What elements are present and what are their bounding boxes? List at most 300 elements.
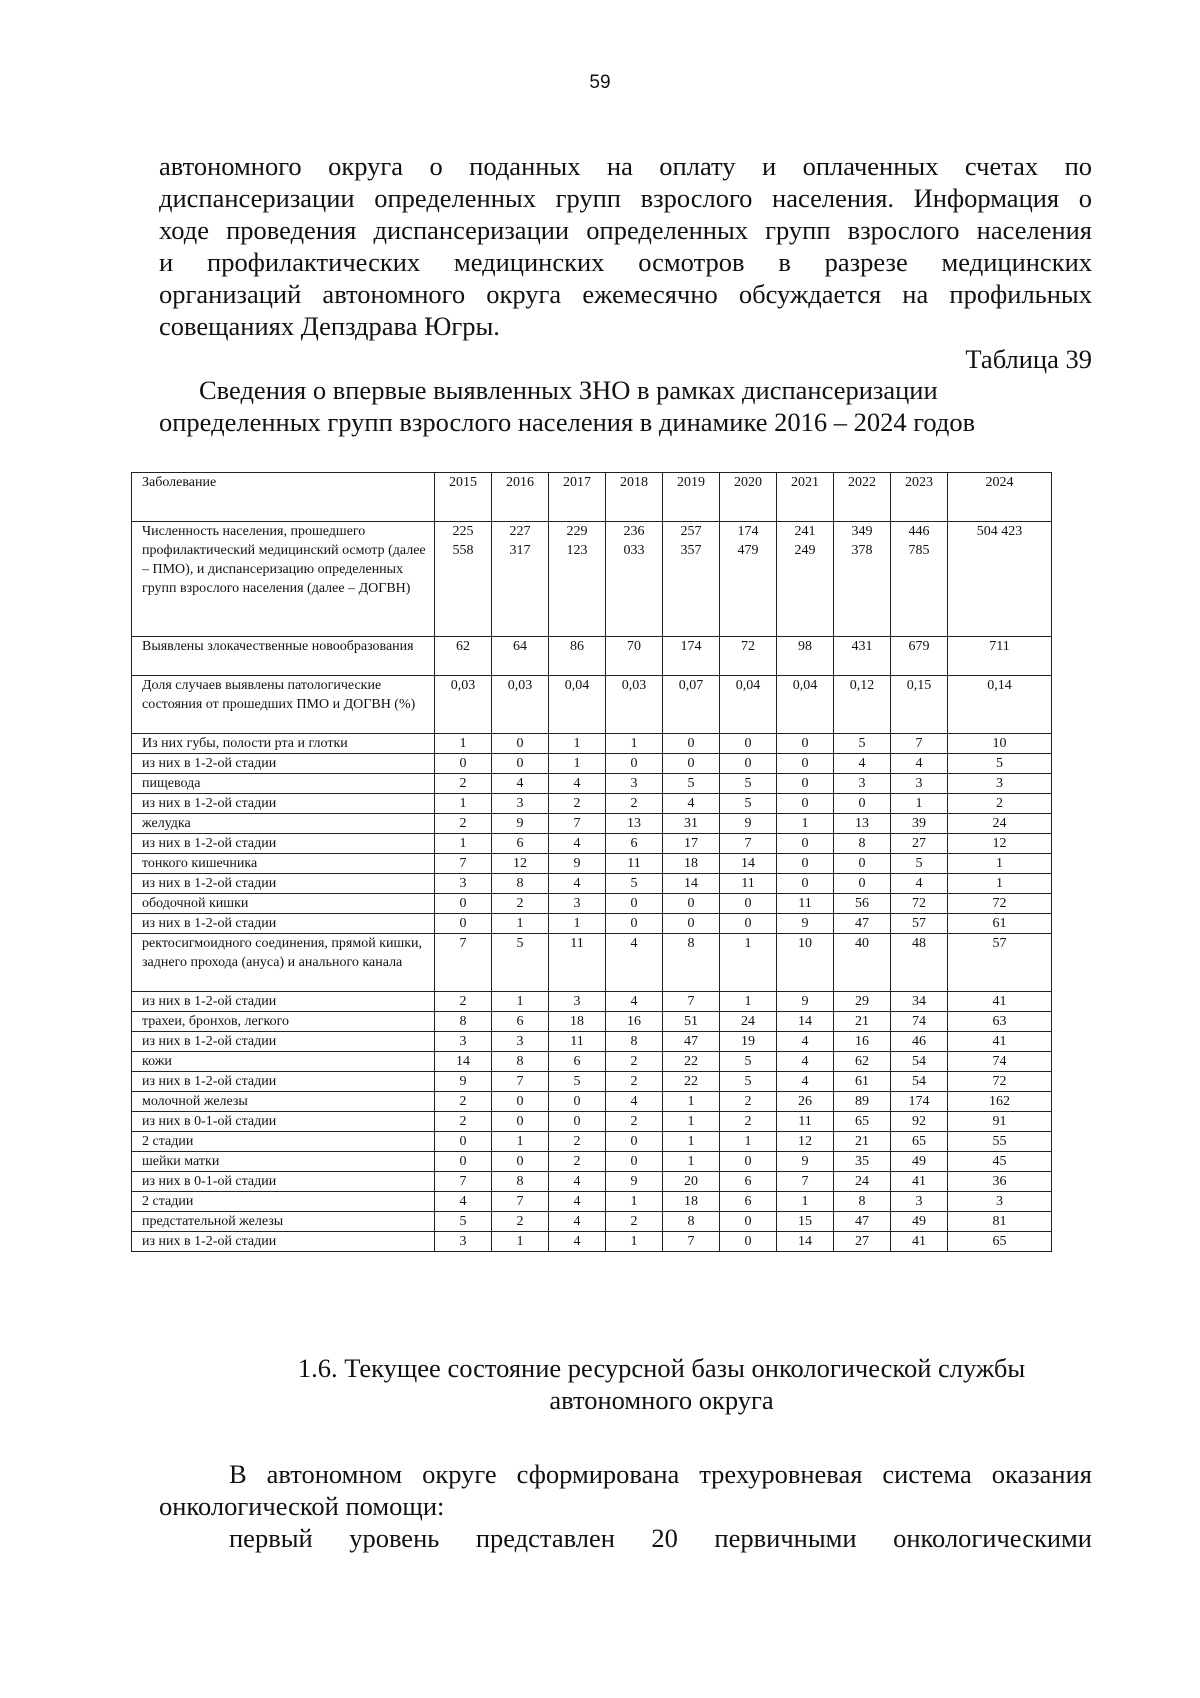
cell-value: 24 (720, 1012, 777, 1032)
cell-value: 2 (720, 1112, 777, 1132)
table-row (132, 834, 1052, 854)
cell-value: 89 (834, 1092, 891, 1112)
cell-value: 3 (435, 1232, 492, 1252)
table-row (132, 1052, 1052, 1072)
header-year: 2015 (435, 473, 492, 522)
cell-value: 0 (720, 734, 777, 754)
cell-value: 1 (948, 854, 1052, 874)
cell-value: 4 (834, 754, 891, 774)
cell-value: 7 (720, 834, 777, 854)
table-title-line: определенных групп взрослого населения в динамике 2016 – 2024 годов (159, 407, 976, 437)
cell-value: 2 (549, 794, 606, 814)
cell-value: 3 (435, 874, 492, 894)
cell-value: 1 (663, 1112, 720, 1132)
cell-value: 5 (492, 934, 549, 992)
cell-value: 21 (834, 1132, 891, 1152)
table-title (159, 374, 1092, 438)
cell-value: 0 (777, 794, 834, 814)
cell-value: 11 (549, 1032, 606, 1052)
cell-value: 9 (606, 1172, 663, 1192)
cell-value: 0,03 (606, 676, 663, 734)
table-row (132, 1112, 1052, 1132)
cell-value: 4 (777, 1052, 834, 1072)
cell-value: 70 (606, 637, 663, 676)
cell-value: 2 (606, 1052, 663, 1072)
header-disease: Заболевание (132, 473, 435, 522)
cell-value: 1 (492, 1232, 549, 1252)
cell-value: 5 (834, 734, 891, 754)
cell-value: 8 (435, 1012, 492, 1032)
cell-value: 162 (948, 1092, 1052, 1112)
cell-value: 51 (663, 1012, 720, 1032)
cell-value: 72 (948, 894, 1052, 914)
cell-value: 1 (777, 1192, 834, 1212)
cell-value: 5 (891, 854, 948, 874)
cell-value: 29 (834, 992, 891, 1012)
cell-value: 92 (891, 1112, 948, 1132)
row-label: из них в 1-2-ой стадии (132, 992, 435, 1012)
cell-value: 8 (663, 934, 720, 992)
cell-value: 57 (891, 914, 948, 934)
cell-value: 0 (777, 774, 834, 794)
cell-value: 36 (948, 1172, 1052, 1192)
cell-value: 14 (720, 854, 777, 874)
cell-value: 8 (492, 1052, 549, 1072)
cell-value: 3 (948, 1192, 1052, 1212)
intro-line: и профилактических медицинских осмотров в разрезе медицинских (159, 247, 1092, 277)
cell-value: 48 (891, 934, 948, 992)
row-label: 2 стадии (132, 1132, 435, 1152)
cell-value: 7 (663, 992, 720, 1012)
cell-value: 5 (549, 1072, 606, 1092)
cell-value: 72 (891, 894, 948, 914)
cell-value: 24 (834, 1172, 891, 1192)
cell-value: 2 (435, 1112, 492, 1132)
cell-value: 4 (549, 774, 606, 794)
body-line: онкологической помощи: (159, 1491, 445, 1521)
cell-value: 711 (948, 637, 1052, 676)
cell-value: 3 (606, 774, 663, 794)
header-year: 2021 (777, 473, 834, 522)
cell-value: 56 (834, 894, 891, 914)
table-row (132, 1072, 1052, 1092)
cell-value: 1 (492, 914, 549, 934)
cell-value: 24 (948, 814, 1052, 834)
cell-value: 0,07 (663, 676, 720, 734)
cell-value: 679 (891, 637, 948, 676)
cell-value: 2 (435, 1092, 492, 1112)
cell-value: 1 (606, 1192, 663, 1212)
cell-value: 8 (492, 1172, 549, 1192)
cell-value: 3 (948, 774, 1052, 794)
cell-value: 174 (891, 1092, 948, 1112)
section-title-line: автономного округа (549, 1385, 774, 1415)
cell-value: 11 (549, 934, 606, 992)
table-row (132, 992, 1052, 1012)
cell-value: 15 (777, 1212, 834, 1232)
cell-value: 11 (720, 874, 777, 894)
cell-value: 3 (492, 794, 549, 814)
cell-value: 2 (492, 1212, 549, 1232)
cell-value: 0 (720, 1152, 777, 1172)
cell-value: 62 (435, 637, 492, 676)
cell-value: 7 (492, 1192, 549, 1212)
table-row (132, 1092, 1052, 1112)
cell-value: 14 (777, 1012, 834, 1032)
cell-value: 1 (549, 734, 606, 754)
cell-value: 18 (549, 1012, 606, 1032)
cell-value: 11 (777, 1112, 834, 1132)
header-year: 2016 (492, 473, 549, 522)
cell-value: 3 (549, 992, 606, 1012)
cell-value: 12 (777, 1132, 834, 1152)
cell-value: 1 (549, 914, 606, 934)
cell-value: 0,03 (492, 676, 549, 734)
row-label: пищевода (132, 774, 435, 794)
cell-value: 57 (948, 934, 1052, 992)
cell-value: 1 (663, 1132, 720, 1152)
cell-value: 1 (891, 794, 948, 814)
cell-value: 4 (549, 834, 606, 854)
cell-value: 4 (606, 1092, 663, 1112)
cell-value: 46 (891, 1032, 948, 1052)
cell-value: 0 (663, 754, 720, 774)
cell-value: 49 (891, 1212, 948, 1232)
cell-value: 504 423 (948, 522, 1052, 637)
cell-value: 1 (435, 794, 492, 814)
cell-value: 9 (777, 1152, 834, 1172)
header-year: 2019 (663, 473, 720, 522)
cell-value: 18 (663, 1192, 720, 1212)
intro-line: диспансеризации определенных групп взрослого населения. Информация о (159, 183, 1092, 213)
cell-value: 2 (606, 1212, 663, 1232)
cell-value: 0 (663, 734, 720, 754)
cell-value: 0 (606, 1152, 663, 1172)
cell-value: 39 (891, 814, 948, 834)
cell-value: 7 (777, 1172, 834, 1192)
section-title-line: 1.6. Текущее состояние ресурсной базы онкологической службы (297, 1353, 1026, 1383)
cell-value: 6 (720, 1172, 777, 1192)
cell-value: 14 (435, 1052, 492, 1072)
header-year: 2024 (948, 473, 1052, 522)
cell-value: 174 479 (720, 522, 777, 637)
cell-value: 0,04 (720, 676, 777, 734)
cell-value: 3 (549, 894, 606, 914)
cell-value: 257 357 (663, 522, 720, 637)
cell-value: 1 (720, 1132, 777, 1152)
cell-value: 0 (777, 754, 834, 774)
table-row (132, 1212, 1052, 1232)
table-row (132, 1152, 1052, 1172)
cell-value: 3 (834, 774, 891, 794)
cell-value: 8 (834, 1192, 891, 1212)
cell-value: 49 (891, 1152, 948, 1172)
cell-value: 6 (492, 1012, 549, 1032)
body-paragraph (159, 1458, 1092, 1522)
row-label: Выявлены злокачественные новообразования (132, 637, 435, 676)
table-row (132, 1232, 1052, 1252)
cell-value: 2 (549, 1132, 606, 1152)
table-row (132, 754, 1052, 774)
cell-value: 1 (435, 834, 492, 854)
cell-value: 9 (492, 814, 549, 834)
row-label: предстательной железы (132, 1212, 435, 1232)
cell-value: 45 (948, 1152, 1052, 1172)
cell-value: 1 (492, 992, 549, 1012)
cell-value: 4 (777, 1032, 834, 1052)
cell-value: 1 (948, 874, 1052, 894)
cell-value: 3 (891, 774, 948, 794)
cell-value: 0 (834, 874, 891, 894)
cell-value: 0 (777, 874, 834, 894)
cell-value: 14 (663, 874, 720, 894)
cell-value: 27 (834, 1232, 891, 1252)
cell-value: 2 (606, 794, 663, 814)
cell-value: 91 (948, 1112, 1052, 1132)
cell-value: 0 (435, 914, 492, 934)
table-row (132, 522, 1052, 637)
intro-line: ходе проведения диспансеризации определенных групп взрослого населения (159, 215, 1092, 245)
row-label: из них в 1-2-ой стадии (132, 834, 435, 854)
row-label: из них в 1-2-ой стадии (132, 794, 435, 814)
cell-value: 61 (834, 1072, 891, 1092)
cell-value: 5 (720, 1072, 777, 1092)
cell-value: 4 (663, 794, 720, 814)
row-label: из них в 1-2-ой стадии (132, 1232, 435, 1252)
cell-value: 4 (891, 754, 948, 774)
cell-value: 26 (777, 1092, 834, 1112)
cell-value: 7 (435, 1172, 492, 1192)
cell-value: 10 (948, 734, 1052, 754)
cell-value: 18 (663, 854, 720, 874)
cell-value: 431 (834, 637, 891, 676)
table-title-line: Сведения о впервые выявленных ЗНО в рамках диспансеризации (199, 375, 938, 405)
cell-value: 21 (834, 1012, 891, 1032)
page-number: 59 (589, 72, 611, 93)
cell-value: 54 (891, 1052, 948, 1072)
cell-value: 2 (549, 1152, 606, 1172)
cell-value: 0 (606, 894, 663, 914)
row-label: из них в 1-2-ой стадии (132, 874, 435, 894)
cell-value: 0,03 (435, 676, 492, 734)
table-row (132, 814, 1052, 834)
cell-value: 0,15 (891, 676, 948, 734)
cell-value: 7 (891, 734, 948, 754)
cell-value: 0 (549, 1092, 606, 1112)
table-row (132, 934, 1052, 992)
cell-value: 54 (891, 1072, 948, 1092)
cell-value: 4 (549, 1172, 606, 1192)
cell-value: 1 (663, 1092, 720, 1112)
table-row (132, 1012, 1052, 1032)
cell-value: 0,12 (834, 676, 891, 734)
cell-value: 9 (435, 1072, 492, 1092)
cell-value: 61 (948, 914, 1052, 934)
header-year: 2020 (720, 473, 777, 522)
intro-paragraph (159, 150, 1092, 342)
cell-value: 17 (663, 834, 720, 854)
cell-value: 1 (606, 734, 663, 754)
cell-value: 1 (663, 1152, 720, 1172)
table-row (132, 874, 1052, 894)
row-label: из них в 0-1-ой стадии (132, 1112, 435, 1132)
cell-value: 8 (606, 1032, 663, 1052)
cell-value: 98 (777, 637, 834, 676)
cell-value: 7 (549, 814, 606, 834)
row-label: из них в 0-1-ой стадии (132, 1172, 435, 1192)
cell-value: 12 (492, 854, 549, 874)
cell-value: 22 (663, 1072, 720, 1092)
cell-value: 6 (492, 834, 549, 854)
cell-value: 0 (606, 914, 663, 934)
cell-value: 0 (435, 1152, 492, 1172)
cell-value: 2 (435, 814, 492, 834)
cell-value: 5 (720, 1052, 777, 1072)
cell-value: 12 (948, 834, 1052, 854)
cell-value: 64 (492, 637, 549, 676)
cell-value: 1 (549, 754, 606, 774)
cell-value: 1 (777, 814, 834, 834)
cell-value: 7 (492, 1072, 549, 1092)
cell-value: 2 (435, 774, 492, 794)
row-label: Численность населения, прошедшего профилактический медицинский осмотр (далее – ПМО), и диспансеризацию определенных групп взрослого населения (далее – ДОГВН) (132, 522, 435, 637)
table-row (132, 1132, 1052, 1152)
row-label: из них в 1-2-ой стадии (132, 1072, 435, 1092)
cell-value: 3 (891, 1192, 948, 1212)
cell-value: 446 785 (891, 522, 948, 637)
row-label: из них в 1-2-ой стадии (132, 1032, 435, 1052)
cell-value: 40 (834, 934, 891, 992)
cell-value: 0,14 (948, 676, 1052, 734)
cell-value: 0 (720, 1232, 777, 1252)
cell-value: 0 (606, 754, 663, 774)
cell-value: 3 (435, 1032, 492, 1052)
header-year: 2022 (834, 473, 891, 522)
cell-value: 72 (720, 637, 777, 676)
cell-value: 349 378 (834, 522, 891, 637)
row-label: из них в 1-2-ой стадии (132, 914, 435, 934)
cell-value: 19 (720, 1032, 777, 1052)
cell-value: 0 (435, 894, 492, 914)
cell-value: 65 (891, 1132, 948, 1152)
cell-value: 0 (777, 734, 834, 754)
cell-value: 0,04 (549, 676, 606, 734)
cell-value: 2 (948, 794, 1052, 814)
cell-value: 0 (777, 834, 834, 854)
cell-value: 5 (606, 874, 663, 894)
cell-value: 0 (834, 854, 891, 874)
cell-value: 62 (834, 1052, 891, 1072)
cell-value: 0 (435, 754, 492, 774)
row-label: Из них губы, полости рта и глотки (132, 734, 435, 754)
body-paragraph-2 (229, 1522, 1092, 1554)
cell-value: 5 (435, 1212, 492, 1232)
cell-value: 1 (606, 1232, 663, 1252)
cell-value: 13 (606, 814, 663, 834)
cell-value: 2 (606, 1072, 663, 1092)
intro-line: совещаниях Депздрава Югры. (159, 311, 500, 341)
cell-value: 4 (606, 934, 663, 992)
cell-value: 5 (948, 754, 1052, 774)
cell-value: 8 (663, 1212, 720, 1232)
table-row (132, 676, 1052, 734)
cell-value: 74 (948, 1052, 1052, 1072)
cell-value: 47 (663, 1032, 720, 1052)
cell-value: 7 (663, 1232, 720, 1252)
cell-value: 81 (948, 1212, 1052, 1232)
cell-value: 8 (834, 834, 891, 854)
row-label: молочной железы (132, 1092, 435, 1112)
row-label: ободочной кишки (132, 894, 435, 914)
table-row (132, 1032, 1052, 1052)
table-row (132, 774, 1052, 794)
data-table (131, 472, 1052, 1252)
cell-value: 13 (834, 814, 891, 834)
cell-value: 241 249 (777, 522, 834, 637)
cell-value: 2 (435, 992, 492, 1012)
table-label: Таблица 39 (965, 344, 1092, 374)
cell-value: 34 (891, 992, 948, 1012)
header-year: 2023 (891, 473, 948, 522)
cell-value: 47 (834, 914, 891, 934)
cell-value: 0 (720, 1212, 777, 1232)
cell-value: 0 (606, 1132, 663, 1152)
cell-value: 229 123 (549, 522, 606, 637)
cell-value: 174 (663, 637, 720, 676)
cell-value: 65 (948, 1232, 1052, 1252)
cell-value: 6 (606, 834, 663, 854)
cell-value: 0 (492, 1112, 549, 1132)
table-row (132, 1172, 1052, 1192)
cell-value: 225 558 (435, 522, 492, 637)
cell-value: 9 (777, 992, 834, 1012)
row-label: трахеи, бронхов, легкого (132, 1012, 435, 1032)
cell-value: 0 (663, 894, 720, 914)
row-label: шейки матки (132, 1152, 435, 1172)
cell-value: 4 (549, 1212, 606, 1232)
cell-value: 4 (549, 874, 606, 894)
cell-value: 7 (435, 854, 492, 874)
cell-value: 31 (663, 814, 720, 834)
cell-value: 41 (948, 992, 1052, 1012)
table-row (132, 1192, 1052, 1212)
cell-value: 0 (720, 914, 777, 934)
cell-value: 1 (435, 734, 492, 754)
cell-value: 65 (834, 1112, 891, 1132)
table-row (132, 854, 1052, 874)
table-header-row (132, 473, 1052, 522)
header-year: 2018 (606, 473, 663, 522)
cell-value: 0 (492, 734, 549, 754)
cell-value: 4 (891, 874, 948, 894)
cell-value: 3 (492, 1032, 549, 1052)
intro-line: организаций автономного округа ежемесячно обсуждается на профильных (159, 279, 1092, 309)
cell-value: 27 (891, 834, 948, 854)
cell-value: 11 (777, 894, 834, 914)
table-row (132, 894, 1052, 914)
cell-value: 0 (720, 754, 777, 774)
cell-value: 236 033 (606, 522, 663, 637)
cell-value: 0 (435, 1132, 492, 1152)
cell-value: 10 (777, 934, 834, 992)
cell-value: 4 (549, 1232, 606, 1252)
section-title (159, 1352, 1164, 1416)
cell-value: 5 (663, 774, 720, 794)
cell-value: 9 (720, 814, 777, 834)
table-row (132, 794, 1052, 814)
cell-value: 0 (720, 894, 777, 914)
cell-value: 20 (663, 1172, 720, 1192)
